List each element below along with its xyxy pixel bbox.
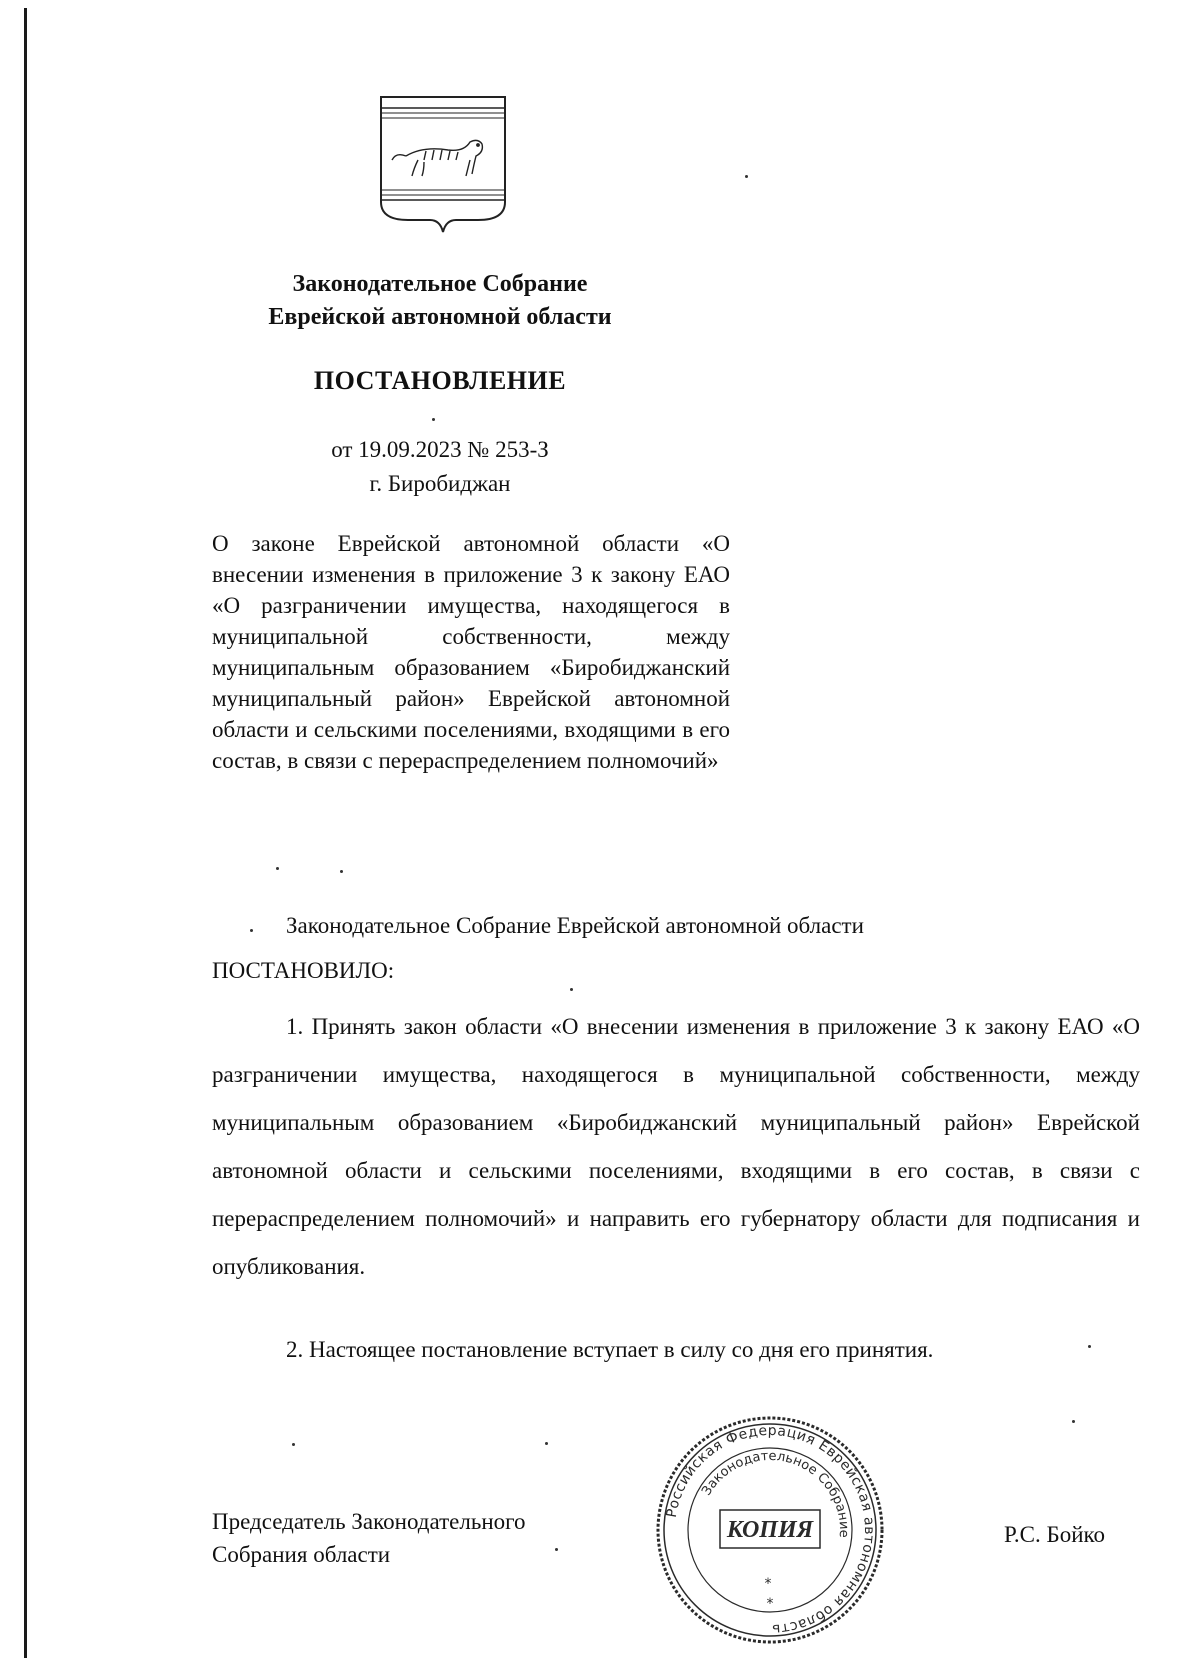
city: г. Биробиджан [369,471,511,496]
svg-text:*: * [764,1576,772,1592]
date-number: от 19.09.2023 № 253-З [331,437,549,462]
scan-speck [555,1548,558,1551]
tiger-coat-of-arms-icon [378,94,508,234]
position-line-1: Председатель Законодательного [212,1509,526,1534]
margin-line [24,8,27,1658]
resolved-heading: ПОСТАНОВИЛО: [212,958,395,983]
svg-text:*: * [766,1596,774,1612]
seal-outer-text: Российская Федерация Еврейская автономная область [663,1422,878,1638]
scan-speck [276,867,279,870]
preamble: Законодательное Собрание Еврейской автономной области [286,913,864,938]
document-subject: О законе Еврейской автономной области «О внесении изменения в приложение 3 к закону ЕАО «О разграничении имущества, находящегося в муниципальной собственности, между муниципальным образованием «Биробиджанский муниципальный район» Еврейской автономной области и сельскими поселениями, входящими в его состав, в связи с перераспределением полномочий» [212,531,730,773]
seal-inner-text: Законодательное Собрание [699,1448,852,1539]
scan-speck [292,1443,295,1446]
signatory-position [212,1505,526,1571]
document-type: ПОСТАНОВЛЕНИЕ [313,366,567,395]
scan-speck [250,929,253,932]
scan-speck [340,870,343,873]
resolution-item-1: 1. Принять закон области «О внесении изменения в приложение 3 к закону ЕАО «О разграничении имущества, находящегося в муниципальной собственности, между муниципальным образованием «Биробиджанский муниципальный район» Еврейской автономной области и сельскими поселениями, входящими в его состав, в связи с перераспределением полномочий» и направить его губернатору области для подписания и опубликования. [212,1014,1140,1279]
org-line-1: Законодательное Собрание [292,271,588,297]
position-line-2: Собрания области [212,1542,391,1567]
date-and-place [200,433,680,501]
official-seal [650,1410,890,1650]
signatory-name: Р.С. Бойко [1004,1522,1106,1547]
resolution-item-2: 2. Настоящее постановление вступает в силу со дня его принятия. [286,1337,934,1362]
organization-name [200,268,680,334]
scan-speck [1072,1420,1075,1423]
scan-speck [570,988,573,991]
scan-speck [545,1442,548,1445]
scan-speck [432,418,435,421]
scan-speck [1088,1345,1091,1348]
scan-speck [745,175,748,178]
seal-center-text: КОПИЯ [726,1517,814,1543]
org-line-2: Еврейской автономной области [268,304,612,330]
